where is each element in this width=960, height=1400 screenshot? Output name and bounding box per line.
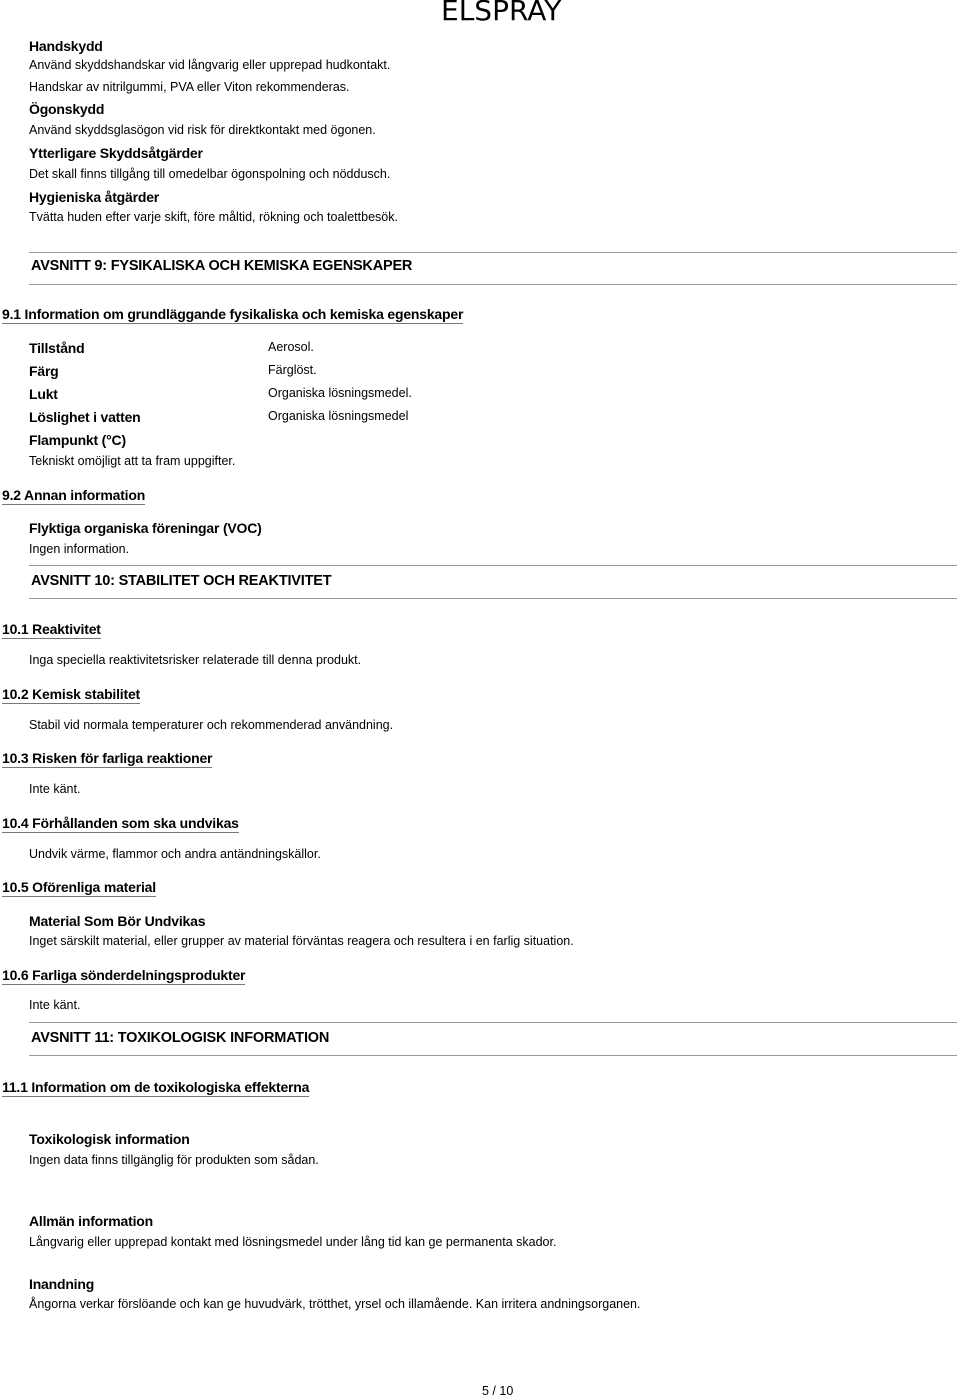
section10-2-text: Stabil vid normala temperaturer och rekommenderad användning. [29, 718, 394, 732]
tox-info-heading: Toxikologisk information [29, 1131, 190, 1147]
section10-rule-top [29, 565, 957, 566]
section10-6-text: Inte känt. [29, 998, 81, 1012]
inandning-text: Ångorna verkar förslöande och kan ge huvudvärk, trötthet, yrsel och illamående. Kan irritera andningsorganen. [29, 1297, 641, 1311]
section10-5-heading: 10.5 Oförenliga material [2, 879, 156, 895]
section9-rule-top [29, 252, 957, 253]
allman-info-text: Långvarig eller upprepad kontakt med lösningsmedel under lång tid kan ge permanenta skador. [29, 1235, 557, 1249]
ogonskydd-heading: Ögonskydd [29, 101, 105, 117]
handskydd-heading: Handskydd [29, 38, 103, 54]
page-number: 5 / 10 [482, 1384, 514, 1398]
section10-1-text: Inga speciella reaktivitetsrisker relaterade till denna produkt. [29, 653, 362, 667]
hygieniska-heading: Hygieniska åtgärder [29, 189, 160, 205]
section9-2-heading: 9.2 Annan information [2, 487, 146, 503]
prop-label-farg: Färg [29, 363, 59, 379]
prop-value-lukt: Organiska lösningsmedel. [268, 386, 412, 400]
section9-title: AVSNITT 9: FYSIKALISKA OCH KEMISKA EGENSKAPER [31, 258, 413, 274]
section9-1-heading: 9.1 Information om grundläggande fysikaliska och kemiska egenskaper [2, 306, 464, 322]
section10-title: AVSNITT 10: STABILITET OCH REAKTIVITET [31, 573, 332, 589]
section11-rule-bottom [29, 1055, 957, 1056]
prop-label-tillstand: Tillstånd [29, 340, 85, 356]
section11-1-heading: 11.1 Information om de toxikologiska effekterna [2, 1079, 310, 1095]
flampunkt-note: Tekniskt omöjligt att ta fram uppgifter. [29, 454, 236, 468]
section10-4-heading: 10.4 Förhållanden som ska undvikas [2, 815, 239, 831]
section10-3-heading: 10.3 Risken för farliga reaktioner [2, 750, 213, 766]
section10-1-heading: 10.1 Reaktivitet [2, 621, 101, 637]
allman-info-heading: Allmän information [29, 1213, 153, 1229]
ogonskydd-text: Använd skyddsglasögon vid risk för direktkontakt med ögonen. [29, 123, 376, 137]
prop-label-flampunkt: Flampunkt (°C) [29, 432, 126, 448]
prop-value-loslighet: Organiska lösningsmedel [268, 409, 409, 423]
section10-rule-bottom [29, 598, 957, 599]
prop-value-farg: Färglöst. [268, 363, 317, 377]
handskydd-text-2: Handskar av nitrilgummi, PVA eller Viton rekommenderas. [29, 80, 350, 94]
section10-5-subheading: Material Som Bör Undvikas [29, 913, 206, 929]
voc-heading: Flyktiga organiska föreningar (VOC) [29, 520, 262, 536]
section11-rule-top [29, 1022, 957, 1023]
section10-6-heading: 10.6 Farliga sönderdelningsprodukter [2, 967, 246, 983]
section9-rule-bottom [29, 284, 957, 285]
prop-label-lukt: Lukt [29, 386, 58, 402]
section11-title: AVSNITT 11: TOXIKOLOGISK INFORMATION [31, 1030, 330, 1046]
ytterligare-heading: Ytterligare Skyddsåtgärder [29, 145, 203, 161]
voc-text: Ingen information. [29, 542, 130, 556]
handskydd-text-1: Använd skyddshandskar vid långvarig eller upprepad hudkontakt. [29, 58, 391, 72]
section10-5-text: Inget särskilt material, eller grupper av material förväntas reagera och resultera i en farlig situation. [29, 934, 574, 948]
ytterligare-text: Det skall finns tillgång till omedelbar ögonspolning och nöddusch. [29, 167, 391, 181]
section10-4-text: Undvik värme, flammor och andra antändningskällor. [29, 847, 321, 861]
prop-value-tillstand: Aerosol. [268, 340, 314, 354]
inandning-heading: Inandning [29, 1276, 95, 1292]
section10-2-heading: 10.2 Kemisk stabilitet [2, 686, 140, 702]
hygieniska-text: Tvätta huden efter varje skift, före måltid, rökning och toalettbesök. [29, 210, 398, 224]
brand-title: ELSPRAY [441, 0, 562, 27]
section10-3-text: Inte känt. [29, 782, 81, 796]
prop-label-loslighet: Löslighet i vatten [29, 409, 141, 425]
tox-info-text: Ingen data finns tillgänglig för produkten som sådan. [29, 1153, 319, 1167]
